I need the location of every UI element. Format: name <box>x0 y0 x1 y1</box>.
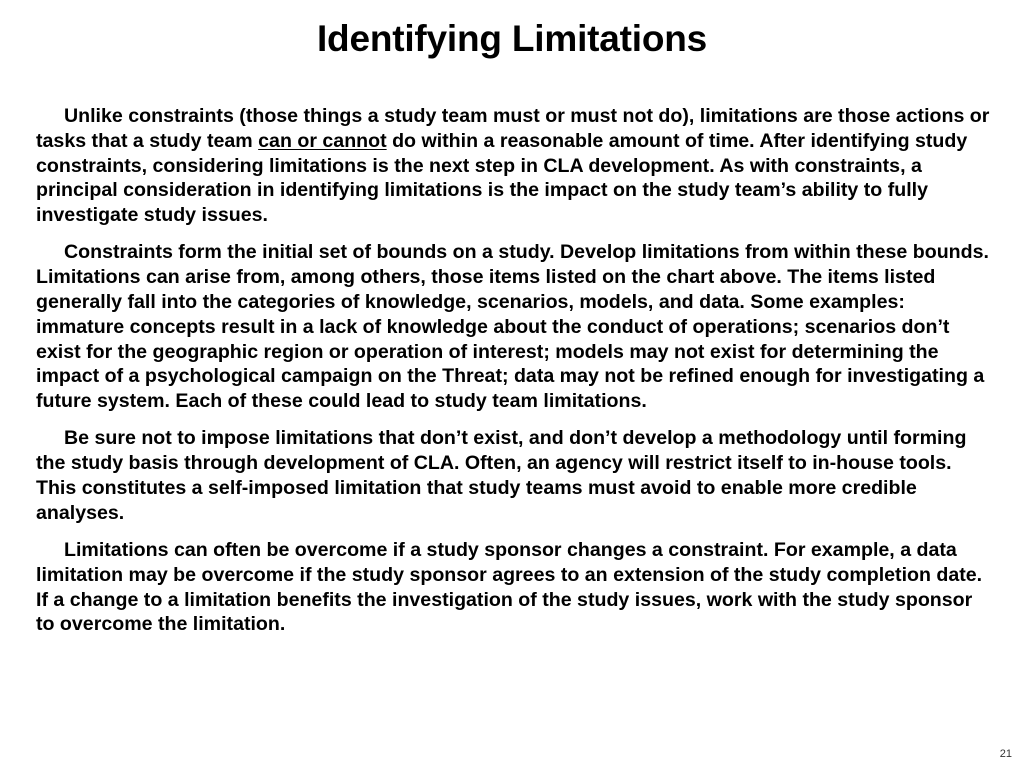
paragraph-2: Constraints form the initial set of bounds on a study. Develop limitations from within these bounds. Limitations can arise from, among others, those items listed on the chart above. The items listed generally fall into the categories of knowledge, scenarios, models, and data. Some examples: immature concepts result in a lack of knowledge about the conduct of operations; scenarios don’t exist for the geographic region or operation of interest; models may not exist for determining the impact of a psychological campaign on the Threat; data may not be refined enough for investigating a future system. Each of these could lead to study team limitations. <box>36 241 989 413</box>
paragraph-1-text-end: do within a reasonable amount of time. After identifying study constraints, considering limitations is the next step in CLA development. As with constraints, a principal consideration in identifying limitations is the impact on the study team’s ability to fully investigate study issues. <box>36 129 968 227</box>
underlined-phrase: can or cannot <box>258 129 387 152</box>
paragraph-4: Limitations can often be overcome if a study sponsor changes a constraint. For example, a data limitation may be overcome if the study sponsor agrees to an extension of the study completion date. If a change to a limitation benefits the investigation of the study issues, work with the study sponsor to overcome the limitation. <box>36 538 983 636</box>
paragraph-1 <box>36 104 994 228</box>
paragraph-3: Be sure not to impose limitations that don’t exist, and don’t develop a methodology until forming the study basis through development of CLA. Often, an agency will restrict itself to in-house tools. This constitutes a self-imposed limitation that study teams must avoid to enable more credible analyses. <box>36 427 967 524</box>
slide-title: Identifying Limitations <box>316 18 708 59</box>
paragraph-1-text-start: Unlike constraints (those things a study team must or must not do), limitations are those actions or tasks that a study team <box>36 105 990 152</box>
slide-body <box>36 104 994 650</box>
page-number: 21 <box>999 748 1012 760</box>
